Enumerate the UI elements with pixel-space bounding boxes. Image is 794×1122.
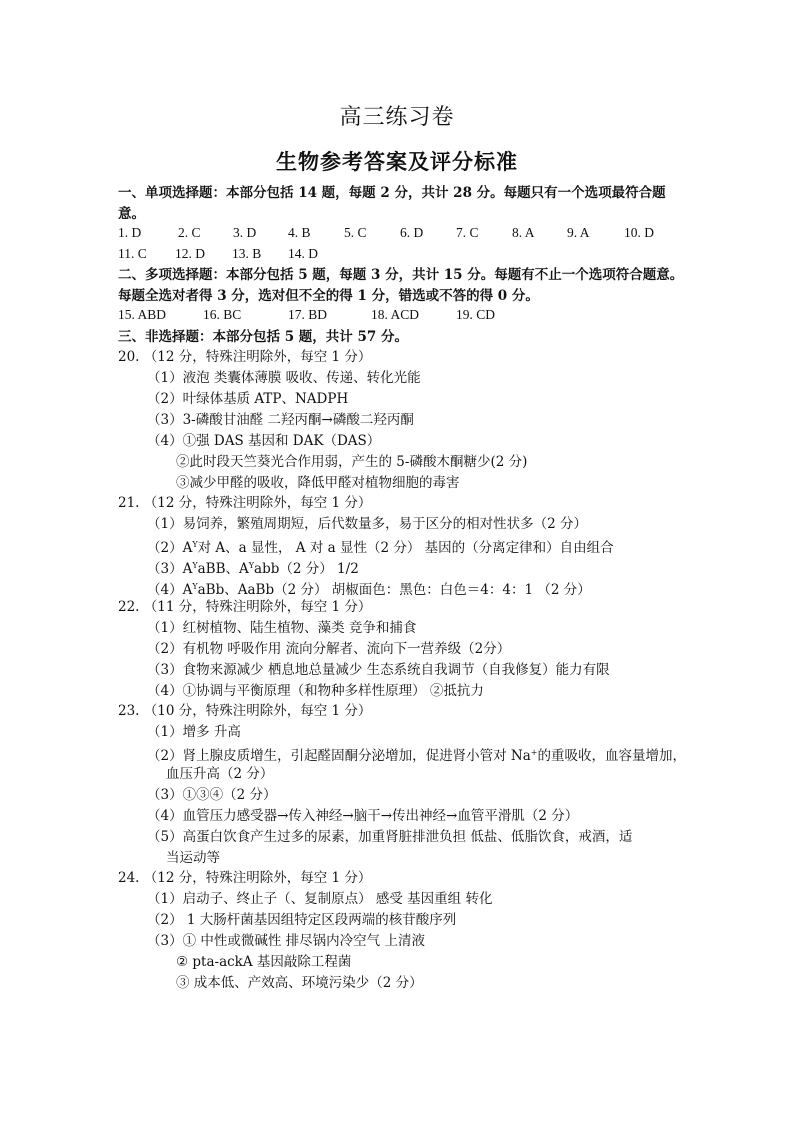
question-21-heading: 21. （12 分，特殊注明除外，每空 1 分） <box>118 495 372 511</box>
q24-answer-3: （3）① 中性或微碱性 排尽锅内冷空气 上清液 <box>147 933 425 949</box>
q21-answer-3 <box>147 557 359 578</box>
q22-answer-1: （1）红树植物、陆生植物、藻类 竞争和捕食 <box>147 620 417 636</box>
answer-item: 18. ACD <box>371 307 420 322</box>
text-part: （3）A <box>147 561 193 577</box>
answer-item: 9. A <box>567 225 590 240</box>
question-24-heading: 24. （12 分，特殊注明除外，每空 1 分） <box>118 870 372 886</box>
superscript: + <box>530 748 538 757</box>
answer-item: 4. B <box>288 225 311 240</box>
answer-item: 5. C <box>344 225 367 240</box>
page-subtitle: 生物参考答案及评分标准 <box>276 149 518 174</box>
question-23-heading: 23. （10 分，特殊注明除外，每空 1 分） <box>118 703 372 719</box>
q20-answer-1: （1）液泡 类囊体薄膜 吸收、传递、转化光能 <box>147 370 421 386</box>
answer-item: 15. ABD <box>118 307 167 322</box>
q21-answer-1: （1）易饲养，繁殖周期短，后代数量多，易于区分的相对性状多（2 分） <box>147 516 587 532</box>
q23-answer-4: （4）血管压力感受器→传入神经→脑干→传出神经→血管平滑肌（2 分） <box>147 808 579 824</box>
q20-answer-2: （2）叶绿体基质 ATP、NADPH <box>147 391 349 407</box>
question-20-heading: 20. （12 分，特殊注明除外，每空 1 分） <box>118 349 372 365</box>
q23-answer-2-cont: 血压升高（2 分） <box>166 766 274 782</box>
q23-answer-1: （1）增多 升高 <box>147 724 241 740</box>
q22-answer-3: （3）食物来源减少 栖息地总量减少 生态系统自我调节（自我修复）能力有限 <box>147 662 610 678</box>
answer-item: 11. C <box>118 246 147 261</box>
q20-answer-4-2: ②此时段天竺葵光合作用弱，产生的 5-磷酸木酮糖少(2 分) <box>176 454 528 470</box>
q24-answer-3-3: ③ 成本低、产效高、环境污染少（2 分） <box>176 975 423 991</box>
text-part: abb（2 分） 1/2 <box>254 561 359 577</box>
answer-item: 13. B <box>232 246 262 261</box>
text-part: （2）肾上腺皮质增生，引起醛固酮分泌增加，促进肾小管对 Na <box>147 748 531 764</box>
q23-answer-3: （3）①③④（2 分） <box>147 787 277 803</box>
text-part: 对 A、a 显性， A 对 a 显性（2 分） 基因的（分离定律和）自由组合 <box>197 540 614 556</box>
q24-answer-3-2: ② pta-ackA 基因敲除工程菌 <box>176 954 352 970</box>
question-22-heading: 22. （11 分，特殊注明除外，每空 1 分） <box>118 599 372 615</box>
text-part: （4）A <box>147 582 193 598</box>
answer-item: 7. C <box>456 225 479 240</box>
answer-item: 10. D <box>624 225 654 240</box>
q23-answer-2 <box>147 744 686 765</box>
answer-item: 1. D <box>118 225 142 240</box>
q20-answer-4: （4）①强 DAS 基因和 DAK（DAS） <box>147 433 381 449</box>
q23-answer-5-cont: 当运动等 <box>166 850 220 866</box>
superscript: Y <box>192 561 198 570</box>
answer-item: 17. BD <box>288 307 328 322</box>
answer-item: 3. D <box>233 225 257 240</box>
section2-heading-cont: 每题全选对者得 3 分，选对但不全的得 1 分，错选或不答的得 0 分。 <box>118 288 539 304</box>
answer-item: 16. BC <box>203 307 242 322</box>
q21-answer-2 <box>147 536 614 557</box>
answer-item: 6. D <box>400 225 424 240</box>
superscript: Y <box>248 561 255 570</box>
superscript: Y <box>192 582 198 591</box>
q20-answer-3: （3）3-磷酸甘油醛 二羟丙酮→磷酸二羟丙酮 <box>147 412 414 428</box>
text-part: aBB、A <box>197 561 249 577</box>
text-part: aBb、AaBb（2 分） 胡椒面色：黑色：白色＝4：4：1 （2 分） <box>197 582 591 598</box>
q20-answer-4-3: ③减少甲醛的吸收，降低甲醛对植物细胞的毒害 <box>176 475 460 491</box>
q21-answer-4 <box>147 578 591 599</box>
q24-answer-1: （1）启动子、终止子（、复制原点） 感受 基因重组 转化 <box>147 891 493 907</box>
answer-item: 14. D <box>288 246 318 261</box>
q24-answer-2: （2） 1 大肠杆菌基因组特定区段两端的核苷酸序列 <box>147 912 457 928</box>
page-title: 高三练习卷 <box>339 105 455 130</box>
text-part: 的重吸收，血容量增加， <box>537 748 686 764</box>
section1-heading-cont: 意。 <box>118 206 145 222</box>
section1-heading: 一、单项选择题：本部分包括 14 题，每题 2 分，共计 28 分。每题只有一个选项最符合题 <box>118 185 666 201</box>
section3-heading: 三、非选择题：本部分包括 5 题，共计 57 分。 <box>118 329 408 345</box>
answer-item: 2. C <box>178 225 201 240</box>
answer-item: 8. A <box>512 225 535 240</box>
answer-item: 19. CD <box>456 307 496 322</box>
superscript: Y <box>192 540 198 549</box>
section2-heading: 二、多项选择题：本部分包括 5 题，每题 3 分，共计 15 分。每题有不止一个选项符合题意。 <box>118 267 684 283</box>
q22-answer-4: （4）①协调与平衡原理（和物种多样性原理） ②抵抗力 <box>147 683 484 699</box>
q23-answer-5: （5）高蛋白饮食产生过多的尿素，加重肾脏排泄负担 低盐、低脂饮食，戒酒，适 <box>147 829 633 845</box>
answer-item: 12. D <box>175 246 205 261</box>
q22-answer-2: （2）有机物 呼吸作用 流向分解者、流向下一营养级（2分） <box>147 641 511 657</box>
text-part: （2）A <box>147 540 193 556</box>
